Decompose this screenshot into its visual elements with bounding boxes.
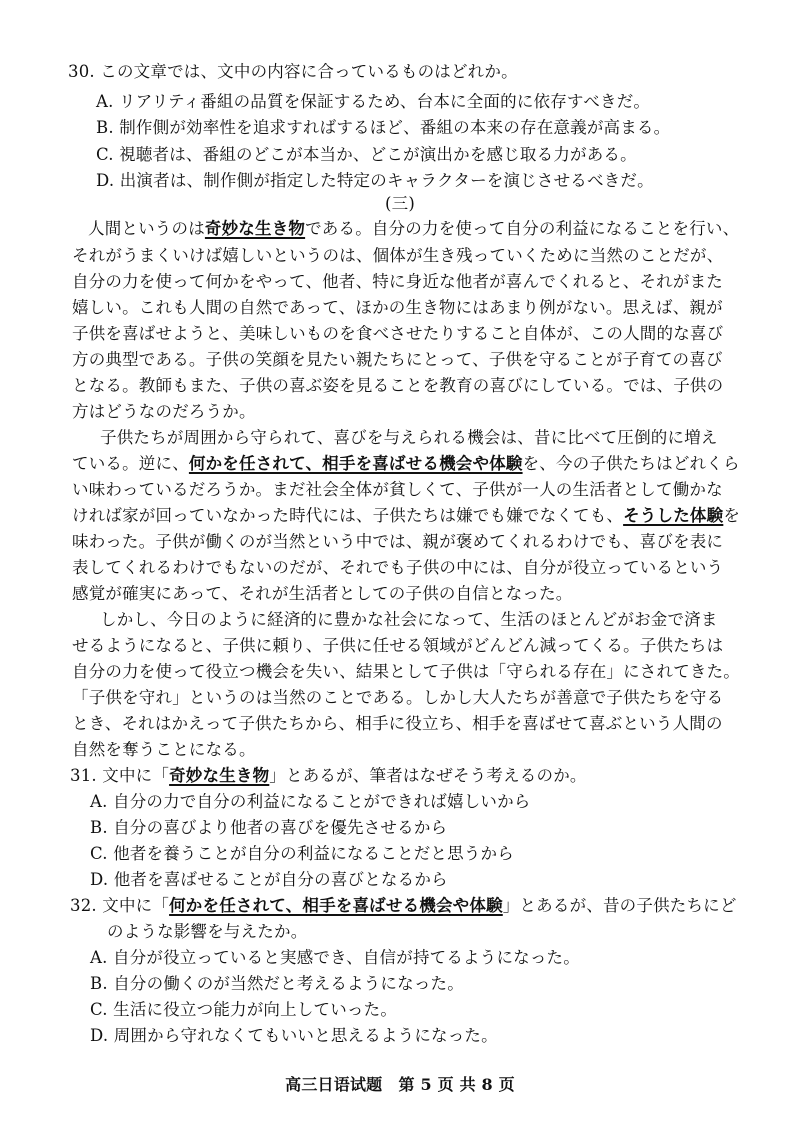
underlined-phrase: 奇妙な生き物 [204,219,306,238]
question-text: 32. 文中に「 [70,896,170,915]
underlined-phrase: そうした体験 [623,506,724,525]
q30-option-c: C. 視聴者は、番組のどこが本当か、どこが演出かを感じ取る力がある。 [96,145,637,164]
passage-text: を、今の子供たちはどれくら [522,454,740,473]
q31-option-a: A. 自分の力で自分の利益になることができれば嬉しいから [90,792,531,811]
passage-text: を [723,506,741,525]
passage-line [72,506,740,526]
passage-line: 嬉しい。これも人間の自然であって、ほかの生き物にはあまり例がない。思えば、親が [72,298,723,317]
passage-line: 方はどうなのだろうか。 [72,402,256,421]
underlined-phrase: 何かを任されて、相手を喜ばせる機会や体験 [188,454,523,473]
passage-line [88,219,739,239]
q32-option-d: D. 周囲から守れなくてもいいと思えるようになった。 [90,1026,498,1045]
passage-line: となる。教師もまた、子供の喜ぶ姿を見ることを教育の喜びにしている。では、子供の [72,376,724,395]
q31-option-c: C. 他者を養うことが自分の利益になることだと思うから [90,844,514,863]
q32-option-a: A. 自分が役立っていると実感でき、自信が持てるようになった。 [90,948,580,967]
passage-line: 味わった。子供が働くのが当然という中では、親が褒めてくれるわけでも、喜びを表に [72,532,724,551]
passage-line: 自然を奪うことになる。 [72,740,256,759]
passage-line: 自分の力を使って役立つ機会を失い、結果として子供は「守られる存在」にされてきた。 [72,662,740,681]
passage-text: 人間というのは [88,219,205,238]
q30-option-d: D. 出演者は、制作側が指定した特定のキャラクターを演じさせるべきだ。 [96,171,654,190]
passage-line: 子供たちが周囲から守られて、喜びを与えられる機会は、昔に比べて圧倒的に増え [100,428,718,447]
passage-line: 「子供を守れ」というのは当然のことである。しかし大人たちが善意で子供たちを守る [72,688,724,707]
question-32-stem-continued: のような影響を与えたか。 [107,922,308,941]
question-30-stem: 30. この文章では、文中の内容に合っているものはどれか。 [68,62,518,81]
passage-line: 表してくれるわけでもないのだが、それでも子供の中には、自分が役立っているという [72,558,724,577]
q32-option-c: C. 生活に役立つ能力が向上していった。 [90,1000,398,1019]
passage-line [72,454,740,474]
question-32-stem [70,896,737,916]
question-text: 31. 文中に「 [70,766,170,785]
question-text: 」とあるが、昔の子供たちにど [502,896,737,915]
q31-option-b: B. 自分の喜びより他者の喜びを優先させるから [90,818,448,837]
passage-line: それがうまくいけば嬉しいというのは、個体が生き残っていくために当然のことだが、 [72,246,724,265]
passage-line: い味わっているだろうか。まだ社会全体が貧しくて、子供が一人の生活者として働かな [72,480,723,499]
question-text: 」とあるが、筆者はなぜそう考えるのか。 [269,766,587,785]
passage-line: とき、それはかえって子供たちから、相手に役立ち、相手を喜ばせて喜ぶという人間の [72,714,723,733]
underlined-phrase: 何かを任されて、相手を喜ばせる機会や体験 [169,896,503,915]
passage-text: ている。逆に、 [72,454,189,473]
passage-line: 自分の力を使って何かをやって、他者、特に身近な他者が喜んでくれると、それがまた [72,272,723,291]
section-title: (三) [385,194,415,213]
passage-text: ければ家が回っていなかった時代には、子供たちは嫌でも嫌でなくても、 [72,506,624,525]
passage-line: 方の典型である。子供の笑顔を見たい親たちにとって、子供を守ることが子育ての喜び [72,350,723,369]
passage-text: である。自分の力を使って自分の利益になることを行い、 [305,219,740,238]
passage-line: 感覚が確実にあって、それが生活者としての子供の自信となった。 [72,584,573,603]
q30-option-b: B. 制作側が効率性を追求すればするほど、番組の本来の存在意義が高まる。 [96,118,671,137]
passage-line: せるようになると、子供に頼り、子供に任せる領域がどんどん減ってくる。子供たちは [72,636,724,655]
q32-option-b: B. 自分の働くのが当然だと考えるようになった。 [90,974,464,993]
q31-option-d: D. 他者を喜ばせることが自分の喜びとなるから [90,870,448,889]
underlined-phrase: 奇妙な生き物 [169,766,270,785]
page-footer: 高三日语试题 第 5 页 共 8 页 [285,1075,515,1094]
question-31-stem [70,766,587,786]
q30-option-a: A. リアリティ番組の品質を保証するため、台本に全面的に依存すべきだ。 [96,92,651,111]
passage-line: しかし、今日のように経済的に豊かな社会になって、生活のほとんどがお金で済ま [100,610,718,629]
passage-line: 子供を喜ばせようと、美味しいものを食べさせたりすること自体が、この人間的な喜び [72,324,724,343]
